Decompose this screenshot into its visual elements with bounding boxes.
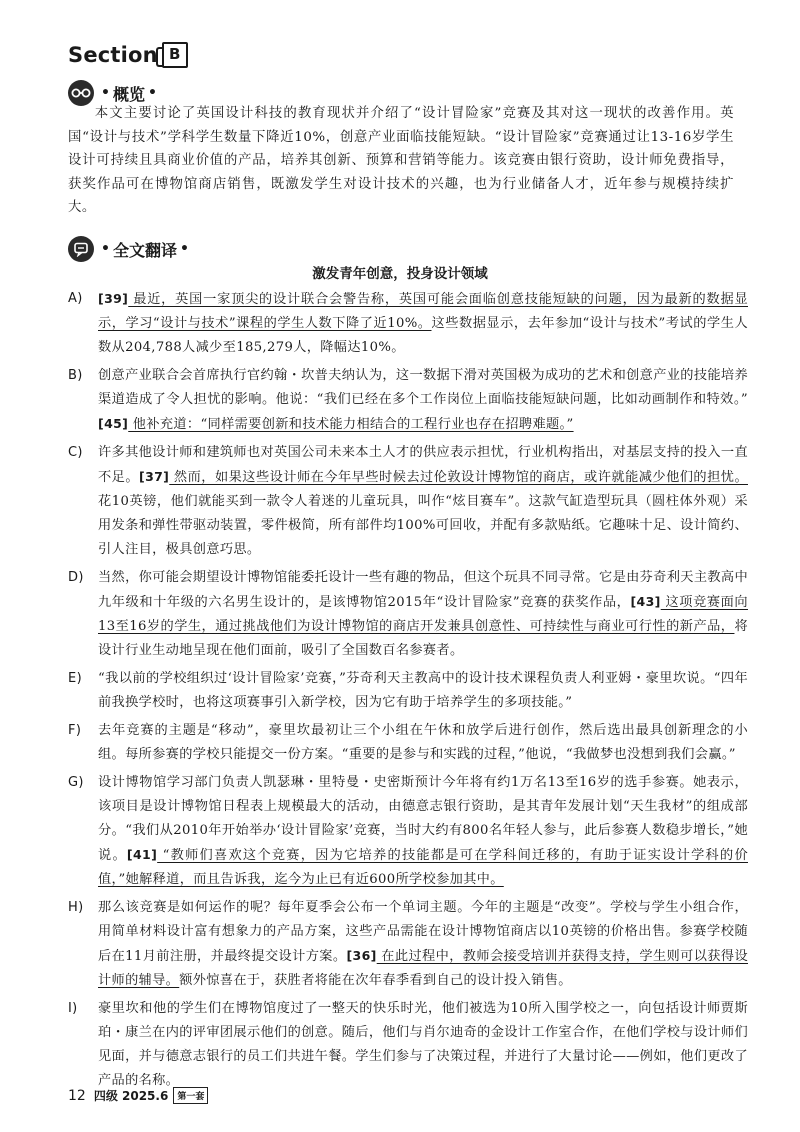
question-marker: [36] [346,948,377,963]
underlined-text: 然而，如果这些设计师在今年早些时候去过伦敦设计博物馆的商店，或许就能减少他们的担忧。 [169,470,748,485]
paragraph-label: B) [68,368,83,383]
paragraph [68,771,748,892]
paragraph [68,441,748,562]
text-span: 这些数据显示，去年参加“设计与技术”考试的学生人数从204,788人减少至185,279人，降幅达10%。 [98,316,748,355]
overview-heading-text: 概览 [112,84,145,104]
paragraph-text [98,667,748,715]
paragraph-label: I) [68,1001,78,1016]
paragraph-text [98,719,748,767]
paragraph-text [98,441,748,562]
speech-bubble-icon [68,236,94,262]
page-number: 12 [68,1087,86,1104]
translation-heading: • 全文翻译 • [68,236,192,262]
underlined-text: 在此过程中，教师会接受培训并获得支持，学生则可以获得设计师的辅导。 [98,949,748,988]
overview-text: 本文主要讨论了英国设计科技的教育现状并介绍了“设计冒险家”竞赛及其对这一现状的改善作用。英国“设计与技术”学科学生数量下降近10%，创意产业面临技能短缺。“设计冒险家”竞赛通过让13-16岁学生设计可持续且具商业价值的产品，培养其创新、预算和营销等能力。该竞赛由银行资助，设计师免费指导，获奖作品可在博物馆商店销售，既激发学生对设计技术的兴趣，也为行业储备人才，近年参与规模持续扩大。 [68,106,734,216]
paragraph-label: D) [68,570,84,585]
paragraph-label: A) [68,291,83,306]
paragraph-text [98,566,748,663]
overview-heading: • 概览 • [68,80,160,106]
paragraph-list [68,287,748,1097]
paragraph [68,667,748,715]
volume-badge: 第一套 [173,1087,208,1104]
paragraph [68,997,748,1093]
text-span: 将设计行业生动地呈现在他们面前，吸引了全国数百名参赛者。 [98,619,748,658]
underlined-text: 他补充道：“同样需要创新和技术能力相结合的工程行业也存在招聘难题。” [128,417,574,432]
text-span: “我以前的学校组织过‘设计冒险家’竞赛，”芬奇利天主教高中的设计技术课程负责人利亚姆・豪里坎说。“四年前我换学校时，也将这项赛事引入新学校，因为它有助于培养学生的多项技能。” [98,671,748,710]
paragraph [68,896,748,993]
text-span: 额外惊喜在于，获胜者将能在次年春季看到自己的设计投入销售。 [179,973,572,988]
section-label: Section [68,43,158,67]
paragraph-text [98,997,748,1093]
paragraph [68,566,748,663]
paragraph-text [98,287,748,360]
article-title: 激发青年创意，投身设计领域 [312,266,488,282]
paragraph-text [98,364,748,437]
paragraph-text [98,896,748,993]
translation-heading-text: 全文翻译 [112,240,177,260]
question-marker: [45] [98,416,129,431]
text-span: 创意产业联合会首席执行官约翰・坎普夫纳认为，这一数据下滑对英国极为成功的艺术和创意产业的技能培养渠道造成了令人担忧的影响。他说：“我们已经在多个工作岗位上面临技能短缺问题，比如动画制作和特效。” [98,368,748,407]
text-span: 那么该竞赛是如何运作的呢？每年夏季会公布一个单词主题。今年的主题是“改变”。学校与学生小组合作，用简单材料设计富有想象力的产品方案，这些产品需能在设计博物馆商店以10英镑的价格出售。参赛学校随后在11月前注册，并最终提交设计方案。 [98,900,748,964]
footer [68,1087,208,1104]
text-span: 豪里坎和他的学生们在博物馆度过了一整天的快乐时光，他们被选为10所入围学校之一，向包括设计师贾斯珀・康兰在内的评审团展示他们的创意。随后，他们与肖尔迪奇的金设计工作室合作，在他们学校与设计师们见面，并与德意志银行的员工们共进午餐。学生们参与了决策过程，并进行了大量讨论——例如，他们更改了产品的名称。 [98,1001,748,1088]
underlined-text: 这项竞赛面向13至16岁的学生，通过挑战他们为设计博物馆的商店开发兼具创意性、可持续性与商业可行性的新产品， [98,595,748,634]
question-marker: [41] [126,847,158,862]
paragraph-label: E) [68,671,82,686]
text-span: 许多其他设计师和建筑师也对英国公司未来本土人才的供应表示担忧，行业机构指出，对基层支持的投入一直不足。 [98,445,748,485]
paragraph-label: G) [68,775,84,790]
paragraph-label: H) [68,900,84,915]
underlined-text: 最近，英国一家顶尖的设计联合会警告称，英国可能会面临创意技能短缺的问题，因为最新的数据显示，学习“设计与技术”课程的学生人数下降了近10%。 [98,292,748,331]
paragraph [68,719,748,767]
text-span: 当然，你可能会期望设计博物馆能委托设计一些有趣的物品，但这个玩具不同寻常。它是由芬奇利天主教高中九年级和十年级的六名男生设计的，是该博物馆2015年“设计冒险家”竞赛的获奖作品， [98,570,748,610]
underlined-text: “教师们喜欢这个竞赛，因为它培养的技能都是可在学科间迁移的，有助于证实设计学科的价值，”她解释道，而且告诉我，迄今为止已有近600所学校参加其中。 [98,848,748,887]
question-marker: [39] [98,291,129,306]
section-title [68,42,188,68]
section-letter: B [162,42,188,68]
question-marker: [43] [630,594,661,609]
paragraph-text [98,771,748,892]
paragraph-label: F) [68,723,82,738]
paragraph [68,287,748,360]
text-span: 去年竞赛的主题是“移动”，豪里坎最初让三个小组在午休和放学后进行创作，然后选出最具创新理念的小组。每所参赛的学校只能提交一份方案。“重要的是参与和实践的过程，”他说，“我做梦也没想到我们会赢。” [98,723,748,762]
paragraph [68,364,748,437]
question-marker: [37] [139,469,170,484]
text-span: 设计博物馆学习部门负责人凯瑟琳・里特曼・史密斯预计今年将有约1万名13至16岁的选手参赛。她表示，该项目是设计博物馆日程表上规模最大的活动，由德意志银行资助，是其青年发展计划“天生我材”的组成部分。“我们从2010年开始举办‘设计冒险家’竞赛，当时大约有800名年轻人参与，此后参赛人数稳步增长，”她说。 [98,775,748,863]
issue-label: 四级 2025.6 [93,1089,169,1103]
text-span: 花10英镑，他们就能买到一款令人着迷的儿童玩具，叫作“炫目赛车”。这款气缸造型玩具（圆柱体外观）采用发条和弹性带驱动装置，零件极简，所有部件均100%可回收，并配有多款贴纸。它趣味十足、设计简约、引人注目，极具创意巧思。 [98,494,748,557]
paragraph-label: C) [68,445,83,460]
